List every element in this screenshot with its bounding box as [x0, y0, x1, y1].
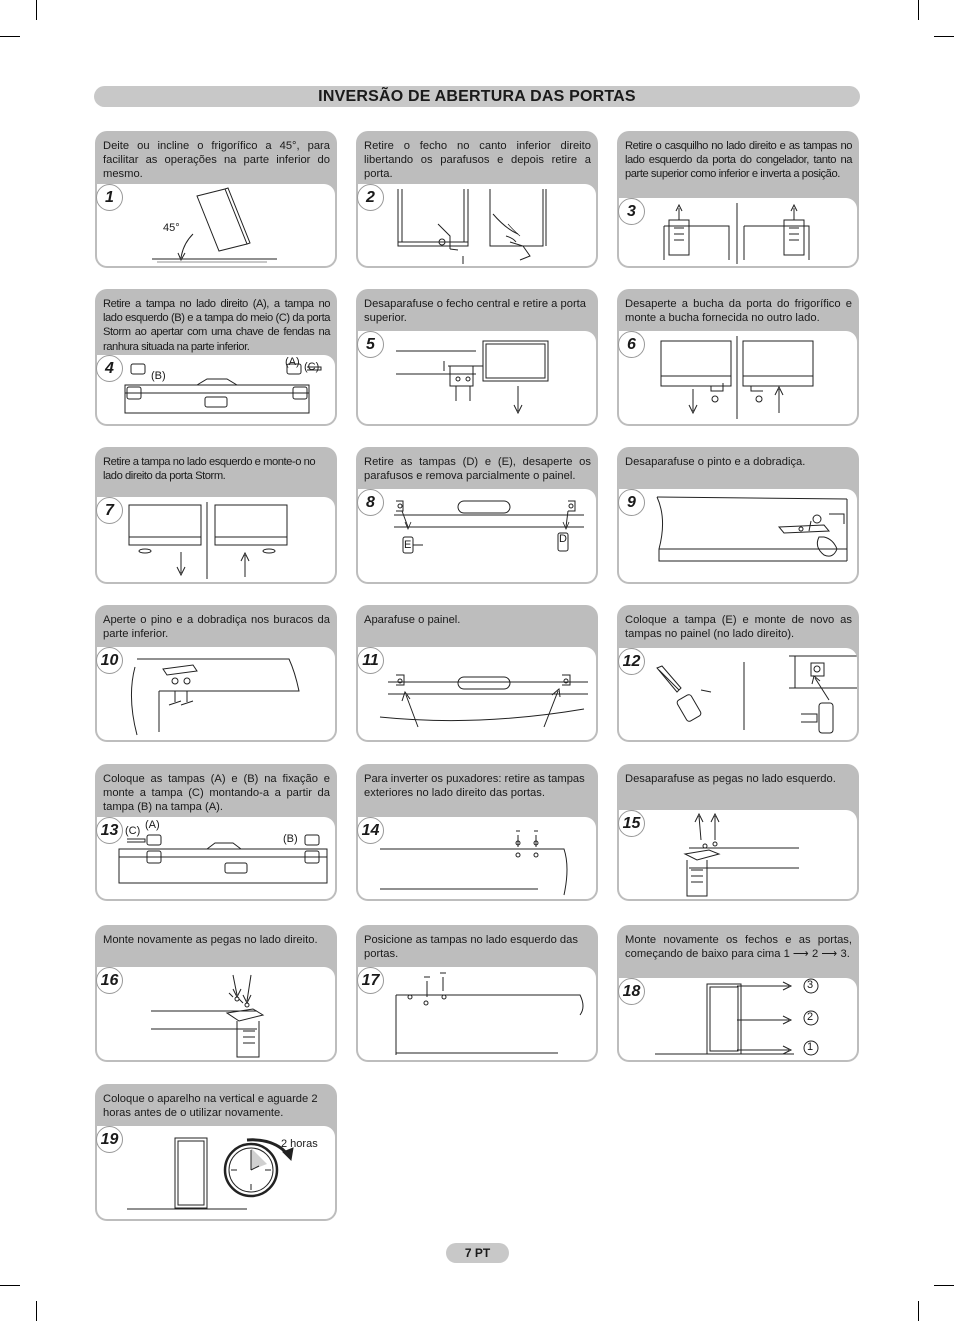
step-illustration: [358, 184, 596, 266]
step-text: Coloque a tampa (E) e monte de novo as tampas no painel (no lado direito).: [625, 614, 852, 641]
step-text: Retire o fecho no canto inferior direito libertando os parafusos e depois retire a porta.: [364, 140, 591, 181]
step-number: 8: [357, 489, 384, 516]
step-text: Coloque o aparelho na vertical e aguarde 2 horas antes de o utilizar novamente.: [103, 1093, 318, 1120]
step-label: (B): [283, 833, 298, 845]
step-illustration: [619, 648, 857, 740]
step-illustration: [358, 489, 596, 582]
step-card-9: [617, 447, 859, 584]
step-illustration: [97, 1126, 335, 1219]
step-label: 45°: [163, 222, 180, 234]
page-number: 7 PT: [446, 1243, 509, 1263]
step-card-4: [95, 289, 337, 426]
step-card-2: [356, 131, 598, 268]
page-title: INVERSÃO DE ABERTURA DAS PORTAS: [94, 86, 860, 107]
step-illustration: [619, 198, 857, 266]
step-number: 1: [96, 184, 123, 211]
crop-mark: [918, 1301, 919, 1321]
step-illustration: [97, 817, 335, 899]
step-label: 3: [807, 979, 814, 991]
step-number: 10: [96, 647, 123, 674]
step-card-8: [356, 447, 598, 584]
step-illustration: [619, 978, 857, 1060]
step-label: (B): [151, 370, 166, 382]
step-card-5: [356, 289, 598, 426]
step-card-6: [617, 289, 859, 426]
step-text: Deite ou incline o frigorífico a 45°, para facilitar as operações na parte inferior do mesmo.: [103, 140, 330, 181]
step-text: Coloque as tampas (A) e (B) na fixação e monte a tampa (C) montando-a a partir da tampa (B) na tampa (A).: [103, 773, 330, 814]
step-label: 2 horas: [281, 1138, 318, 1150]
step-label: 1: [807, 1041, 814, 1053]
step-illustration: [358, 967, 596, 1060]
step-illustration: [97, 184, 335, 266]
step-illustration: [97, 497, 335, 582]
step-illustration: [619, 810, 857, 899]
step-illustration: [358, 331, 596, 424]
step-number: 12: [618, 648, 645, 675]
crop-mark: [918, 0, 919, 20]
crop-mark: [934, 1285, 954, 1286]
step-illustration: [619, 489, 857, 582]
step-text: Posicione as tampas no lado esquerdo das portas.: [364, 934, 578, 961]
step-text: Desaparafuse o fecho central e retire a porta superior.: [364, 298, 587, 325]
crop-mark: [0, 1285, 20, 1286]
step-number: 14: [357, 817, 384, 844]
step-text: Monte novamente as pegas no lado direito.: [103, 934, 318, 946]
step-text: Aparafuse o painel.: [364, 614, 461, 626]
step-illustration: [358, 817, 596, 899]
step-text: Para inverter os puxadores: retire as tampas exteriores no lado direito das portas.: [364, 773, 585, 800]
step-number: 15: [618, 810, 645, 837]
step-number: 5: [357, 331, 384, 358]
step-card-16: [95, 925, 337, 1062]
step-number: 3: [618, 198, 645, 225]
step-illustration: [97, 967, 335, 1060]
step-card-13: [95, 764, 337, 901]
step-text: Aperte o pino e a dobradiça nos buracos da parte inferior.: [103, 614, 330, 641]
step-card-3: [617, 131, 859, 268]
step-label: E: [404, 539, 412, 551]
step-number: 2: [357, 184, 384, 211]
step-card-1: [95, 131, 337, 268]
step-number: 19: [96, 1126, 123, 1153]
step-card-12: [617, 605, 859, 742]
step-text: Retire o casquilho no lado direito e as tampas no lado esquerdo da porta do congelador, tanto na parte superior como inferior e inverta a posição.: [625, 140, 852, 181]
step-card-11: [356, 605, 598, 742]
step-text: Monte novamente os fechos e as portas, começando de baixo para cima 1 ⟶ 2 ⟶ 3.: [625, 934, 852, 961]
step-label: (A): [145, 819, 160, 831]
crop-mark: [0, 36, 20, 37]
step-label: (C): [304, 361, 320, 373]
step-card-7: [95, 447, 337, 584]
step-number: 7: [96, 497, 123, 524]
step-text: Retire a tampa no lado direito (A), a tampa no lado esquerdo (B) e a tampa do meio (C) da porta Storm ao apertar com uma chave de fendas na ranhura situada na parte inferior.: [103, 298, 330, 353]
step-text: Desaperte a bucha da porta do frigorífico e monte a bucha fornecida no outro lado.: [625, 298, 852, 325]
step-card-17: [356, 925, 598, 1062]
crop-mark: [36, 1301, 37, 1321]
step-label: (A): [285, 356, 300, 368]
step-text: Retire as tampas (D) e (E), desaperte os parafusos e remova parcialmente o painel.: [364, 456, 591, 483]
step-number: 17: [357, 967, 384, 994]
step-card-15: [617, 764, 859, 901]
step-text: Desaparafuse o pinto e a dobradiça.: [625, 456, 806, 468]
step-number: 4: [96, 355, 123, 382]
crop-mark: [36, 0, 37, 20]
step-card-14: [356, 764, 598, 901]
crop-mark: [934, 36, 954, 37]
step-number: 18: [618, 978, 645, 1005]
step-card-18: [617, 925, 859, 1062]
step-label: D: [559, 533, 567, 545]
step-illustration: [619, 331, 857, 424]
step-number: 11: [357, 647, 384, 674]
step-number: 9: [618, 489, 645, 516]
step-illustration: [97, 647, 335, 740]
step-label: 2: [807, 1011, 814, 1023]
step-label: (C): [125, 825, 141, 837]
step-number: 13: [96, 817, 123, 844]
step-number: 16: [96, 967, 123, 994]
step-illustration: [97, 355, 335, 424]
step-illustration: [358, 647, 596, 740]
step-number: 6: [618, 331, 645, 358]
step-card-19: [95, 1084, 337, 1221]
step-text: Retire a tampa no lado esquerdo e monte-o no lado direito da porta Storm.: [103, 456, 316, 483]
step-text: Desaparafuse as pegas no lado esquerdo.: [625, 773, 836, 785]
step-card-10: [95, 605, 337, 742]
